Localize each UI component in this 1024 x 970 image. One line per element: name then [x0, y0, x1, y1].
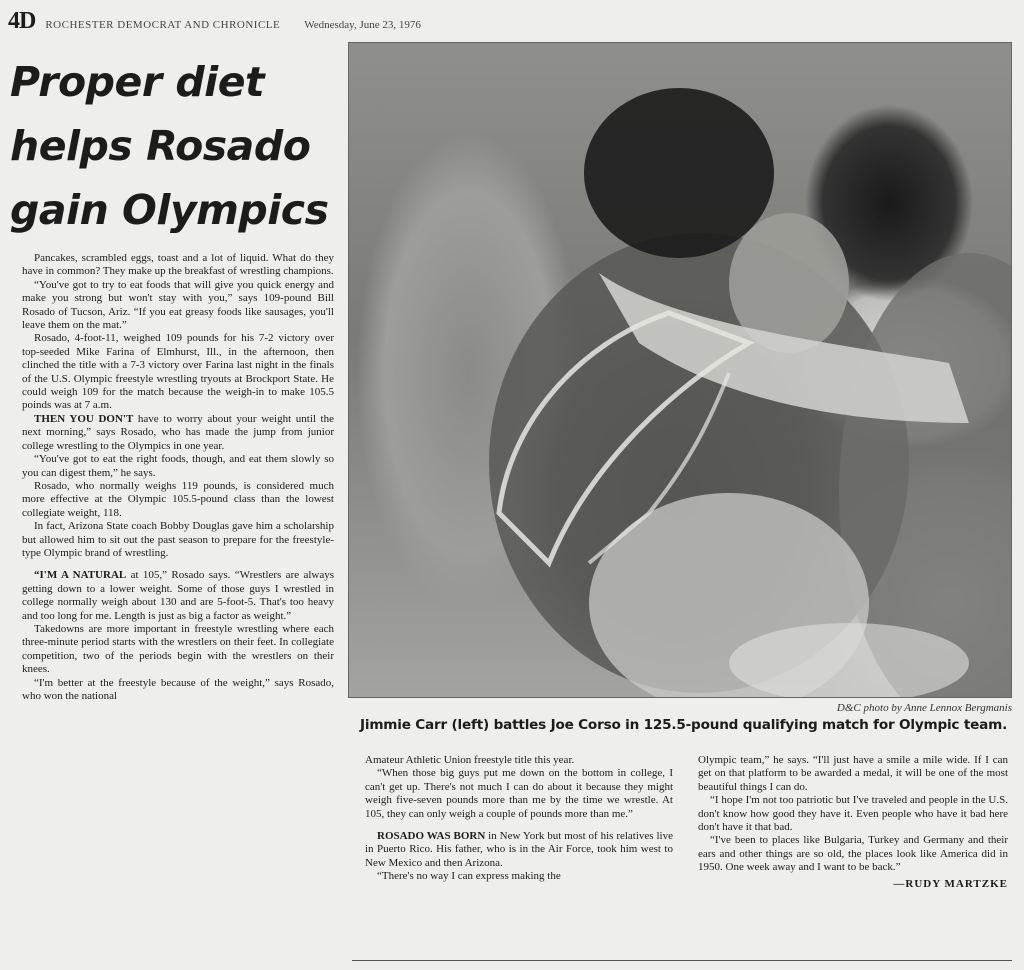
article-paragraph	[22, 279, 334, 333]
paragraph-text: Rosado, 4-foot-11, weighed 109 pounds for his 7-2 victory over top-seeded Mike Farina of Elmhurst, Ill., in the afternoon, then clinched the title with a 7-3 victory over Farina last night in the finals of the U.S. Olympic freestyle wrestling tryouts at Brockport State. He could weigh 109 for the match because the weigh-in to make 105.5 poinds was at 7 a.m.	[22, 332, 334, 412]
article-paragraph	[365, 830, 673, 870]
paragraph-text: “You've got to try to eat foods that will give you quick energy and make you strong but won't stay with you,” says 109-pound Bill Rosado of Tucson, Ariz. “If you eat greasy foods like sausages, you'll leave them on the mat.”	[22, 278, 334, 332]
headline-line: gain Olympics	[10, 186, 329, 234]
paragraph-text: Rosado, who normally weighs 119 pounds, is considered much more effective at the Olympic 105.5-pound class than the lowest collegiate weight, 118.	[22, 479, 334, 519]
article-paragraph	[22, 623, 334, 677]
paragraph-text: “I'm better at the freestyle because of the weight,” says Rosado, who won the national	[22, 676, 334, 702]
article-paragraph	[698, 754, 1008, 794]
article-paragraph	[698, 834, 1008, 874]
paragraph-text: In fact, Arizona State coach Bobby Douglas gave him a scholarship but allowed him to sit out the past season to prepare for the freestyle-type Olympic brand of wrestling.	[22, 520, 334, 559]
issue-date: Wednesday, June 23, 1976	[304, 19, 421, 31]
wrestling-photo	[348, 42, 1012, 698]
photo-caption: Jimmie Carr (left) battles Joe Corso in 125.5-pound qualifying match for Olympic team.	[360, 717, 1008, 733]
bottom-rule	[352, 960, 1012, 961]
paragraph-text: “I've been to places like Bulgaria, Turkey and Germany and their ears and other things are so old, the places look like America did in 1950. One week away and I want to be back.”	[698, 834, 1008, 874]
photo-credit: D&C photo by Anne Lennox Bergmanis	[836, 702, 1012, 714]
article-column-2	[365, 754, 673, 959]
article-paragraph	[22, 520, 334, 560]
article-paragraph	[22, 252, 334, 279]
article-column-1	[22, 252, 334, 962]
paragraph-text: have to worry about your weight until the next morning,” says Rosado, who has made the jump from junior college wrestling to the Olympics in one year.	[22, 412, 334, 452]
paragraph-text: “When those big guys put me down on the bottom in college, I can't get up. There's not much I can do about it because they might weigh five-seven pounds more than me by the time we wrestle. At 105, they can only weigh a couple of pounds more than me.”	[365, 767, 673, 820]
masthead	[8, 8, 1008, 36]
article-headline	[10, 50, 340, 242]
article-paragraph	[22, 677, 334, 704]
paragraph-text: at 105,” Rosado says. “Wrestlers are always getting down to a lower weight. Some of those guys I wrestled in college normally weigh about 130 and are 5-foot-5. That's too heavy and too long for me. Length is just as big a factor as weight.”	[22, 569, 334, 622]
paragraph-lead-in: “I'M A NATURAL	[34, 569, 127, 582]
wrestlers-illustration	[349, 43, 1012, 698]
paragraph-text: Pancakes, scrambled eggs, toast and a lot of liquid. What do they have in common? They make up the breakfast of wrestling champions.	[22, 252, 334, 278]
article-paragraph	[22, 332, 334, 412]
article-paragraph	[365, 754, 673, 767]
headline-line: Proper diet	[10, 58, 265, 106]
paragraph-lead-in: THEN YOU DON'T	[34, 412, 134, 425]
article-paragraph	[365, 767, 673, 821]
paragraph-text: Takedowns are more important in freestyle wrestling where each three-minute period starts with the wrestlers on their feet. In collegiate competition, two of the periods begin with the wrestlers on their knees.	[22, 622, 334, 676]
paragraph-lead-in: ROSADO WAS BORN	[377, 830, 486, 843]
paragraph-text: “You've got to eat the right foods, though, and eat them slowly so you can digest them,” he says.	[22, 453, 334, 479]
paragraph-text: in New York but most of his relatives live in Puerto Rico. His father, who is in the Air Force, took him west to New Mexico and then Arizona.	[365, 830, 673, 869]
author-byline: —RUDY MARTZKE	[893, 877, 1008, 890]
paragraph-text: “There's no way I can express making the	[377, 870, 561, 883]
article-paragraph	[22, 480, 334, 520]
article-paragraph	[22, 569, 334, 623]
paragraph-text: Amateur Athletic Union freestyle title this year.	[365, 754, 575, 766]
page-number: 4D	[8, 8, 36, 34]
article-paragraph	[365, 870, 673, 883]
article-column-3	[698, 754, 1008, 959]
article-paragraph	[22, 413, 334, 453]
paragraph-text: “I hope I'm not too patriotic but I've traveled and people in the U.S. don't know how good they have it. Even people who have it bad here don't have it that bad.	[698, 794, 1008, 834]
article-paragraph	[698, 794, 1008, 834]
paragraph-text: Olympic team,” he says. “I'll just have a smile a mile wide. If I can get on that platform to be awarded a medal, it will be one of the most beautiful things I can do.	[698, 754, 1008, 793]
newspaper-name: ROCHESTER DEMOCRAT AND CHRONICLE	[45, 19, 281, 31]
article-paragraph	[22, 453, 334, 480]
headline-line: helps Rosado	[10, 122, 311, 170]
